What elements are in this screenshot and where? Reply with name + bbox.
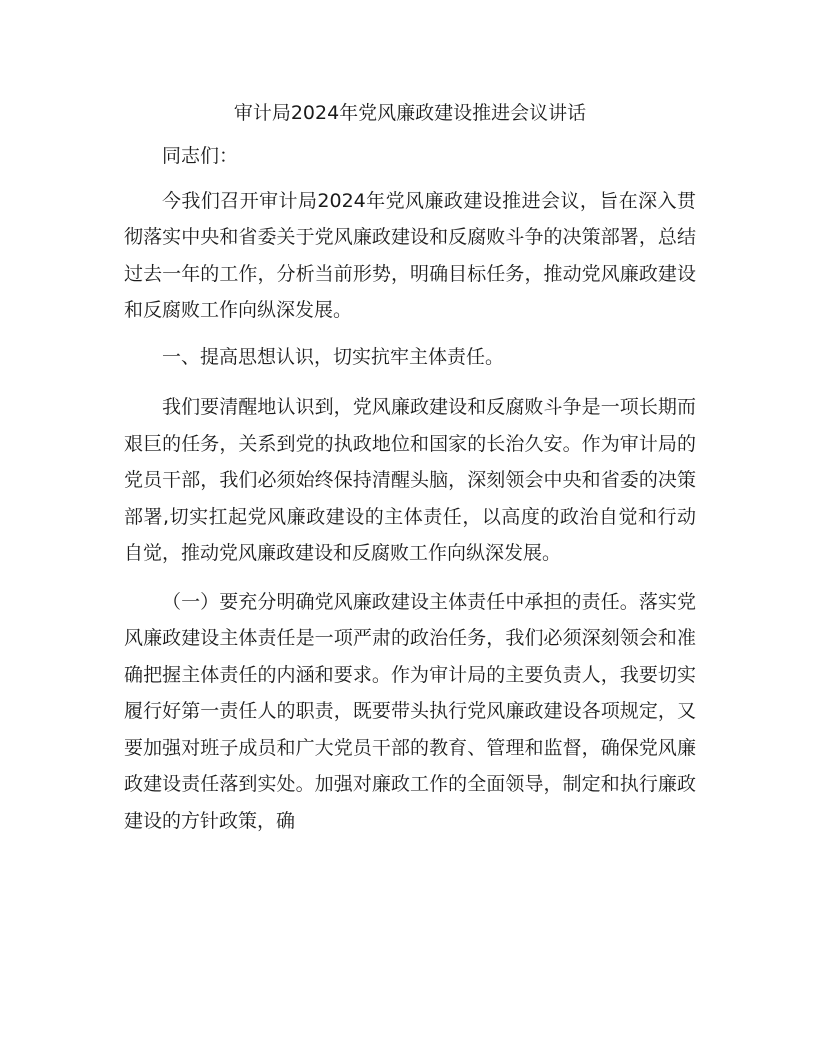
document-body (124, 92, 696, 839)
paragraph-section-1: 我们要清醒地认识到，党风廉政建设和反腐败斗争是一项长期而艰巨的任务，关系到党的执政地位和国家的长治久安。作为审计局的党员干部，我们必须始终保持清醒头脑，深刻领会中央和省委的决策部署,切实扛起党风廉政建设的主体责任，以高度的政治自觉和行动自觉，推动党风廉政建设和反腐败工作向纵深发展。 (124, 396, 696, 564)
salutation: 同志们： (162, 145, 239, 167)
section-heading-1: 一、提高思想认识，切实抗牢主体责任。 (162, 345, 505, 368)
paragraph-subsection-1: （一）要充分明确党风廉政建设主体责任中承担的责任。落实党风廉政建设主体责任是一项严肃的政治任务，我们必须深刻领会和准确把握主体责任的内涵和要求。作为审计局的主要负责人，我要切实履行好第一责任人的职责，既要带头执行党风廉政建设各项规定，又要加强对班子成员和广大党员干部的教育、管理和监督，确保党风廉政建设责任落到实处。加强对廉政工作的全面领导，制定和执行廉政建设的方针政策，确 (124, 590, 696, 832)
paragraph-intro: 今我们召开审计局2024年党风廉政建设推进会议，旨在深入贯彻落实中央和省委关于党风廉政建设和反腐败斗争的决策部署，总结过去一年的工作，分析当前形势，明确目标任务，推动党风廉政建设和反腐败工作向纵深发展。 (124, 189, 696, 321)
document-title: 审计局2024年党风廉政建设推进会议讲话 (233, 102, 587, 124)
